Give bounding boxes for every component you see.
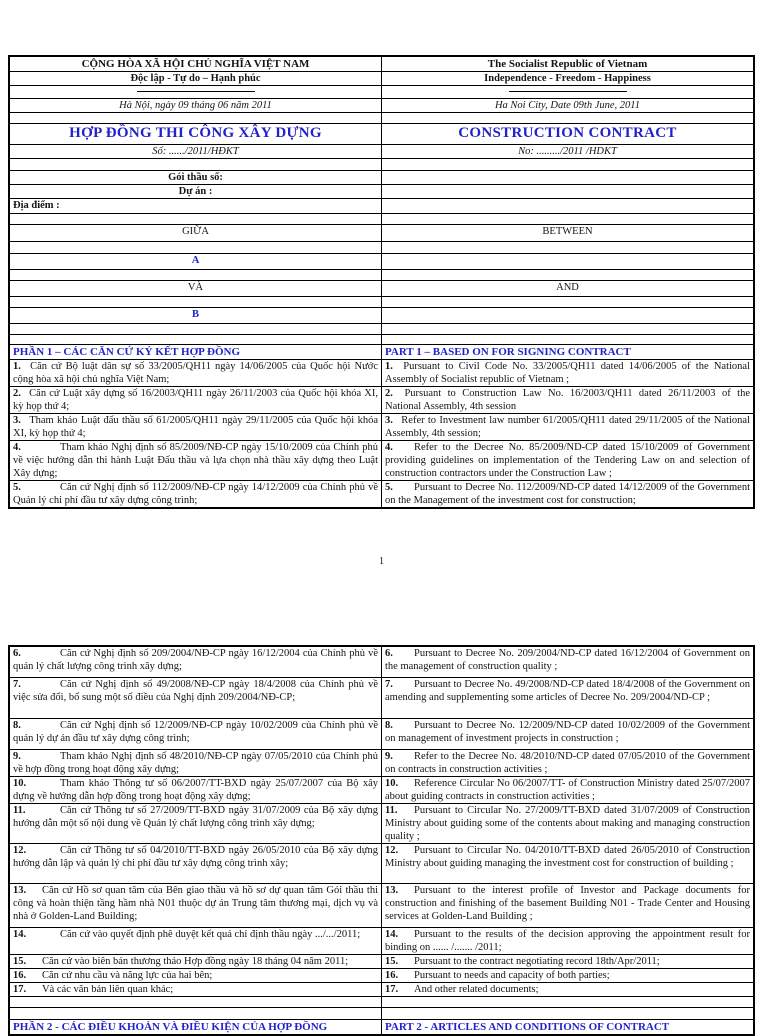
item-number: 5. xyxy=(385,482,393,493)
table-row xyxy=(9,281,754,297)
empty-cell xyxy=(382,171,755,185)
item-number: 9. xyxy=(13,750,21,762)
table-row xyxy=(9,345,754,360)
en-cell xyxy=(382,843,755,883)
empty-cell xyxy=(9,159,382,171)
en-cell xyxy=(382,360,755,387)
item-number: 1. xyxy=(385,361,393,372)
vn-and-text: VÀ xyxy=(187,282,204,293)
vn-country-title xyxy=(9,56,382,72)
empty-cell xyxy=(382,214,755,225)
vn-between-text: GIỮA xyxy=(182,226,209,237)
item-text-en: Refer to the Decree No. 85/2009/ND-CP dated 15/10/2009 of Government providing guidelines on implementation of the Tendering Law on and selection of construction contractors under the Construction Law ; xyxy=(385,442,750,479)
en-cell xyxy=(382,968,755,982)
vn-cell xyxy=(9,718,382,749)
vn-number-text: Số: ....../2011/HĐKT xyxy=(152,146,239,157)
table-row xyxy=(9,171,754,185)
item-number: 13. xyxy=(385,884,399,896)
item-text-vn: Căn cứ Thông tư số 27/2009/TT-BXD ngày 31/07/2009 của Bộ xây dựng hướng dẫn một số nội dung về Quản lý chất lượng công trình xây dựng; xyxy=(13,804,378,829)
item-number: 13. xyxy=(13,884,27,896)
vn-project-label xyxy=(9,185,382,199)
item-number: 11. xyxy=(13,804,26,816)
en-cell xyxy=(382,982,755,996)
vn-cell xyxy=(9,803,382,843)
item-number: 11. xyxy=(385,804,398,816)
table-row xyxy=(9,776,754,803)
item-text-en: Pursuant to Circular No. 04/2010/TT-BXD dated 26/05/2010 of Construction Ministry about guiding managing the investment cost for construction of building ; xyxy=(385,844,750,869)
item-number: 10. xyxy=(385,777,399,789)
en-cell xyxy=(382,414,755,441)
en-between-label xyxy=(382,225,755,242)
table-row xyxy=(9,387,754,414)
vn-and-label xyxy=(9,281,382,297)
en-cell xyxy=(382,646,755,677)
en-number-text: No: ........./2011 /HDKT xyxy=(518,146,617,157)
table-row xyxy=(9,199,754,214)
table-row xyxy=(9,1019,754,1035)
vn-location-label xyxy=(9,199,382,214)
vn-cell xyxy=(9,387,382,414)
part2-heading-en xyxy=(382,1019,755,1035)
table-row xyxy=(9,335,754,345)
en-between-text: BETWEEN xyxy=(542,226,593,237)
table-row xyxy=(9,803,754,843)
item-text-vn: Căn cứ Nghị định số 12/2009/NĐ-CP ngày 10/02/2009 của Chính phủ về quản lý dự án đầu tư xây dựng công trình; xyxy=(13,719,378,744)
table-row xyxy=(9,646,754,677)
en-date-line xyxy=(382,99,755,113)
item-text-vn: Căn cứ Thông tư số 04/2010/TT-BXD ngày 26/05/2010 của Bộ xây dựng hướng dẫn lập và quản lý chi phí đầu tư xây dựng công trình xây; xyxy=(13,844,378,869)
table-row xyxy=(9,1007,754,1019)
empty-cell xyxy=(9,996,382,1007)
table-row xyxy=(9,441,754,481)
table-row xyxy=(9,254,754,270)
en-country-title xyxy=(382,56,755,72)
vn-divider-cell xyxy=(9,86,382,99)
vn-cell xyxy=(9,968,382,982)
empty-cell xyxy=(9,113,382,124)
vn-cell xyxy=(9,776,382,803)
en-cell xyxy=(382,927,755,954)
item-number: 10. xyxy=(13,777,27,789)
item-number: 16. xyxy=(385,969,399,981)
table-row xyxy=(9,270,754,281)
item-number: 7. xyxy=(13,678,21,690)
en-country-text: The Socialist Republic of Vietnam xyxy=(487,58,648,70)
item-number: 4. xyxy=(385,442,393,453)
en-title-text: CONSTRUCTION CONTRACT xyxy=(458,125,677,141)
item-text-en: And other related documents; xyxy=(414,983,539,995)
vn-date-text: Hà Nội, ngày 09 tháng 06 năm 2011 xyxy=(119,100,272,111)
vn-cell xyxy=(9,982,382,996)
item-text-vn: Tham khảo Nghị định số 48/2010/NĐ-CP ngày 07/05/2010 của Chính phủ về hợp đồng trong hoạt động xây dựng; xyxy=(13,750,378,775)
empty-cell xyxy=(382,199,755,214)
item-number: 5. xyxy=(13,482,21,493)
empty-cell xyxy=(9,297,382,308)
empty-cell xyxy=(382,1007,755,1019)
vn-motto-text: Độc lập - Tự do – Hạnh phúc xyxy=(130,73,261,84)
vn-cell xyxy=(9,843,382,883)
table-row xyxy=(9,56,754,72)
item-text-en: Reference Circular No 06/2007/TT- of Construction Ministry dated 25/07/2007 about guiding contracts in construction activities ; xyxy=(385,777,750,802)
vn-package-label xyxy=(9,171,382,185)
page-number: 1 xyxy=(379,556,384,567)
table-row xyxy=(9,72,754,86)
vn-location-text: Địa điểm : xyxy=(13,200,60,211)
empty-cell xyxy=(9,335,382,345)
en-and-label xyxy=(382,281,755,297)
part2-heading-vn xyxy=(9,1019,382,1035)
item-number: 15. xyxy=(13,955,27,967)
item-number: 2. xyxy=(13,388,21,399)
table-row xyxy=(9,159,754,171)
vn-cell xyxy=(9,441,382,481)
empty-cell xyxy=(382,185,755,199)
part2-heading-vn-text: PHẦN 2 - CÁC ĐIỀU KHOẢN VÀ ĐIỀU KIỆN CỦA HỢP ĐỒNG xyxy=(13,1020,328,1033)
item-number: 12. xyxy=(13,844,27,856)
en-cell xyxy=(382,883,755,927)
item-number: 8. xyxy=(13,719,21,731)
contract-page-2 xyxy=(8,645,755,1036)
table-row xyxy=(9,968,754,982)
en-cell xyxy=(382,677,755,718)
part1-heading-vn-text: PHẦN 1 – CÁC CĂN CỨ KÝ KẾT HỢP ĐỒNG xyxy=(13,346,241,358)
item-text-vn: Tham khảo Nghị định số 85/2009/NĐ-CP ngày 15/10/2009 của Chính phủ về việc hướng dẫn thi hành Luật Đấu thầu và lựa chọn nhà thầu xây dựng theo Luật Xây dựng; xyxy=(13,442,378,479)
vn-project-text: Dự án : xyxy=(178,186,213,197)
en-cell xyxy=(382,718,755,749)
item-text-en: Pursuant to Circular No. 27/2009/TT-BXD dated 31/07/2009 of Construction Ministry about guiding some of the contents about making and managing construction quality ; xyxy=(385,804,750,842)
item-number: 4. xyxy=(13,442,21,453)
item-number: 1. xyxy=(13,361,21,372)
party-a-text: A xyxy=(191,255,200,266)
en-date-text: Ha Noi City, Date 09th June, 2011 xyxy=(494,100,641,111)
item-number: 6. xyxy=(13,648,21,659)
empty-cell xyxy=(9,242,382,254)
item-text-en: Refer to Investment law number 61/2005/QH11 dated 29/11/2005 of the National Assembly, 4th session; xyxy=(385,415,750,439)
en-and-text: AND xyxy=(556,282,579,293)
item-text-vn: Căn cứ Luật xây dựng số 16/2003/QH11 ngày 26/11/2003 của Quốc hội khóa XI, kỳ họp thứ 4; xyxy=(13,388,379,412)
item-text-en: Pursuant to Decree No. 12/2009/ND-CP dated 10/02/2009 of the Government on management of investment projects in construction ; xyxy=(385,719,750,744)
item-number: 7. xyxy=(385,678,393,690)
vn-date-line xyxy=(9,99,382,113)
table-row xyxy=(9,113,754,124)
table-row xyxy=(9,982,754,996)
en-divider-cell xyxy=(382,86,755,99)
table-row xyxy=(9,225,754,242)
item-number: 14. xyxy=(13,928,27,940)
item-text-en: Pursuant to Decree No. 112/2009/ND-CP dated 14/12/2009 of the Government on the Management of the investment cost for construction; xyxy=(385,482,750,506)
party-b-text: B xyxy=(191,309,199,320)
vn-title-text: HỢP ĐỒNG THI CÔNG XÂY DỰNG xyxy=(69,125,322,141)
vn-contract-number xyxy=(9,145,382,159)
item-text-en: Refer to the Decree No. 48/2010/ND-CP dated 07/05/2010 of the Government on contracts in construction activities ; xyxy=(385,750,750,775)
part1-heading-en-text: PART 1 – BASED ON FOR SIGNING CONTRACT xyxy=(385,346,631,358)
item-number: 17. xyxy=(13,983,27,995)
item-text-vn: Căn cứ Nghị định số 209/2004/NĐ-CP ngày 16/12/2004 của Chính phủ về quản lý chất lượng công trình xây dựng; xyxy=(13,648,378,672)
table-row xyxy=(9,324,754,335)
item-text-vn: Căn cứ vào biên bản thương thảo Hợp đồng ngày 18 tháng 04 năm 2011; xyxy=(42,955,349,967)
empty-cell xyxy=(382,242,755,254)
table-row xyxy=(9,242,754,254)
item-text-en: Pursuant to the contract negotiating record 18th/Apr/2011; xyxy=(414,955,660,967)
table-row xyxy=(9,124,754,145)
empty-cell xyxy=(382,297,755,308)
en-cell xyxy=(382,387,755,414)
vn-cell xyxy=(9,927,382,954)
empty-cell xyxy=(382,335,755,345)
empty-cell xyxy=(9,214,382,225)
motto-underline xyxy=(137,90,255,92)
vn-cell xyxy=(9,481,382,509)
item-text-vn: Tham khảo Luật đấu thầu số 61/2005/QH11 ngày 29/11/2005 của Quốc hội khóa XI, kỳ họp thứ 4; xyxy=(13,415,378,439)
vn-cell xyxy=(9,646,382,677)
item-text-en: Pursuant to Civil Code No. 33/2005/QH11 dated 14/06/2005 of the National Assembly of Socialist republic of Vietnam ; xyxy=(385,361,750,385)
vn-contract-title xyxy=(9,124,382,145)
item-text-vn: Căn cứ nhu cầu và năng lực của hai bên; xyxy=(42,969,213,981)
item-text-en: Pursuant to the interest profile of Investor and Package documents for construction and finishing of the basement Building N01 - Trade Center and Housing services at Golden-Land Building ; xyxy=(385,884,750,922)
empty-cell xyxy=(9,324,382,335)
en-cell xyxy=(382,481,755,509)
en-motto-text: Independence - Freedom - Happiness xyxy=(484,73,651,84)
table-row xyxy=(9,677,754,718)
vn-package-text: Gói thầu số: xyxy=(168,172,223,183)
contract-page-1 xyxy=(8,55,755,509)
item-text-en: Pursuant to Construction Law No. 16/2003/QH11 dated 26/11/2003 of the National Assembly, 4th session xyxy=(385,388,750,412)
item-text-vn: Căn cứ Nghị định số 112/2009/NĐ-CP ngày 14/12/2009 của Chính phủ về Quản lý chi phí đầu tư xây dựng công trình; xyxy=(13,482,378,506)
item-number: 6. xyxy=(385,648,393,659)
part2-heading-en-text: PART 2 - ARTICLES AND CONDITIONS OF CONTRACT xyxy=(385,1020,670,1033)
en-cell xyxy=(382,441,755,481)
table-row xyxy=(9,414,754,441)
item-number: 12. xyxy=(385,844,399,856)
table-row xyxy=(9,749,754,776)
en-cell xyxy=(382,776,755,803)
motto-underline xyxy=(509,90,627,92)
item-text-vn: Căn cứ Bộ luật dân sự số 33/2005/QH11 ngày 14/06/2005 của Quốc hội Nước cộng hòa xã hội chủ nghĩa Việt Nam; xyxy=(13,361,378,385)
item-text-en: Pursuant to the results of the decision approving the appointment result for binding on ...... /....... /2011; xyxy=(385,928,750,953)
item-number: 15. xyxy=(385,955,399,967)
item-number: 16. xyxy=(13,969,27,981)
table-row xyxy=(9,145,754,159)
table-row xyxy=(9,360,754,387)
party-a-label xyxy=(9,254,382,270)
vn-between-label xyxy=(9,225,382,242)
vn-cell xyxy=(9,414,382,441)
vn-cell xyxy=(9,749,382,776)
table-row xyxy=(9,481,754,509)
en-contract-number xyxy=(382,145,755,159)
empty-cell xyxy=(382,159,755,171)
empty-cell xyxy=(382,324,755,335)
item-text-vn: Căn cứ Nghị định số 49/2008/NĐ-CP ngày 18/4/2008 của Chính phủ về việc sửa đổi, bổ sung một số điều của Nghị định 209/2004/NĐ-CP; xyxy=(13,678,378,703)
empty-cell xyxy=(382,308,755,324)
item-text-vn: Tham khảo Thông tư số 06/2007/TT-BXD ngày 25/07/2007 của Bộ xây dựng về hướng dẫn hợp đồng trong hoạt động xây dựng; xyxy=(13,777,378,802)
item-text-vn: Căn cứ Hồ sơ quan tâm của Bên giao thầu và hồ sơ dự quan tâm Gói thầu thi công và hoàn thiện tầng hầm nhà N01 thuộc dự án Trung tâm thương mại, dịch vụ và nhà ở Golden-Land Building; xyxy=(13,884,378,922)
table-row xyxy=(9,843,754,883)
table-row xyxy=(9,718,754,749)
table-row xyxy=(9,883,754,927)
table-row xyxy=(9,954,754,968)
empty-cell xyxy=(9,1007,382,1019)
vn-cell xyxy=(9,360,382,387)
item-text-en: Pursuant to Decree No. 209/2004/ND-CP dated 16/12/2004 of Government on the management of construction quality ; xyxy=(385,648,750,672)
table-row xyxy=(9,99,754,113)
item-number: 14. xyxy=(385,928,399,940)
empty-cell xyxy=(382,270,755,281)
item-number: 9. xyxy=(385,750,393,762)
empty-cell xyxy=(382,254,755,270)
table-row xyxy=(9,185,754,199)
en-cell xyxy=(382,749,755,776)
table-row xyxy=(9,308,754,324)
table-row xyxy=(9,297,754,308)
vn-cell xyxy=(9,954,382,968)
item-text-en: Pursuant to needs and capacity of both parties; xyxy=(414,969,610,981)
vn-country-text: CỘNG HÒA XÃ HỘI CHỦ NGHĨA VIỆT NAM xyxy=(81,58,310,70)
en-cell xyxy=(382,803,755,843)
en-contract-title xyxy=(382,124,755,145)
empty-cell xyxy=(382,113,755,124)
vn-motto xyxy=(9,72,382,86)
en-cell xyxy=(382,954,755,968)
item-number: 17. xyxy=(385,983,399,995)
table-row xyxy=(9,996,754,1007)
part1-heading-vn xyxy=(9,345,382,360)
vn-cell xyxy=(9,677,382,718)
empty-cell xyxy=(382,996,755,1007)
table-row xyxy=(9,214,754,225)
item-number: 3. xyxy=(13,415,21,426)
vn-cell xyxy=(9,883,382,927)
table-row xyxy=(9,927,754,954)
item-text-en: Pursuant to Decree No. 49/2008/ND-CP dated 18/4/2008 of the Government on amending and supplementing some articles of Decree No. 209/2004/ND-CP ; xyxy=(385,678,750,703)
item-number: 8. xyxy=(385,719,393,731)
en-motto xyxy=(382,72,755,86)
table-row xyxy=(9,86,754,99)
item-text-vn: Căn cứ vào quyết định phê duyệt kết quả chỉ định thầu ngày .../.../2011; xyxy=(60,928,361,940)
item-number: 3. xyxy=(385,415,393,426)
item-text-vn: Và các văn bản liên quan khác; xyxy=(42,983,174,995)
part1-heading-en xyxy=(382,345,755,360)
item-number: 2. xyxy=(385,388,393,399)
party-b-label xyxy=(9,308,382,324)
empty-cell xyxy=(9,270,382,281)
